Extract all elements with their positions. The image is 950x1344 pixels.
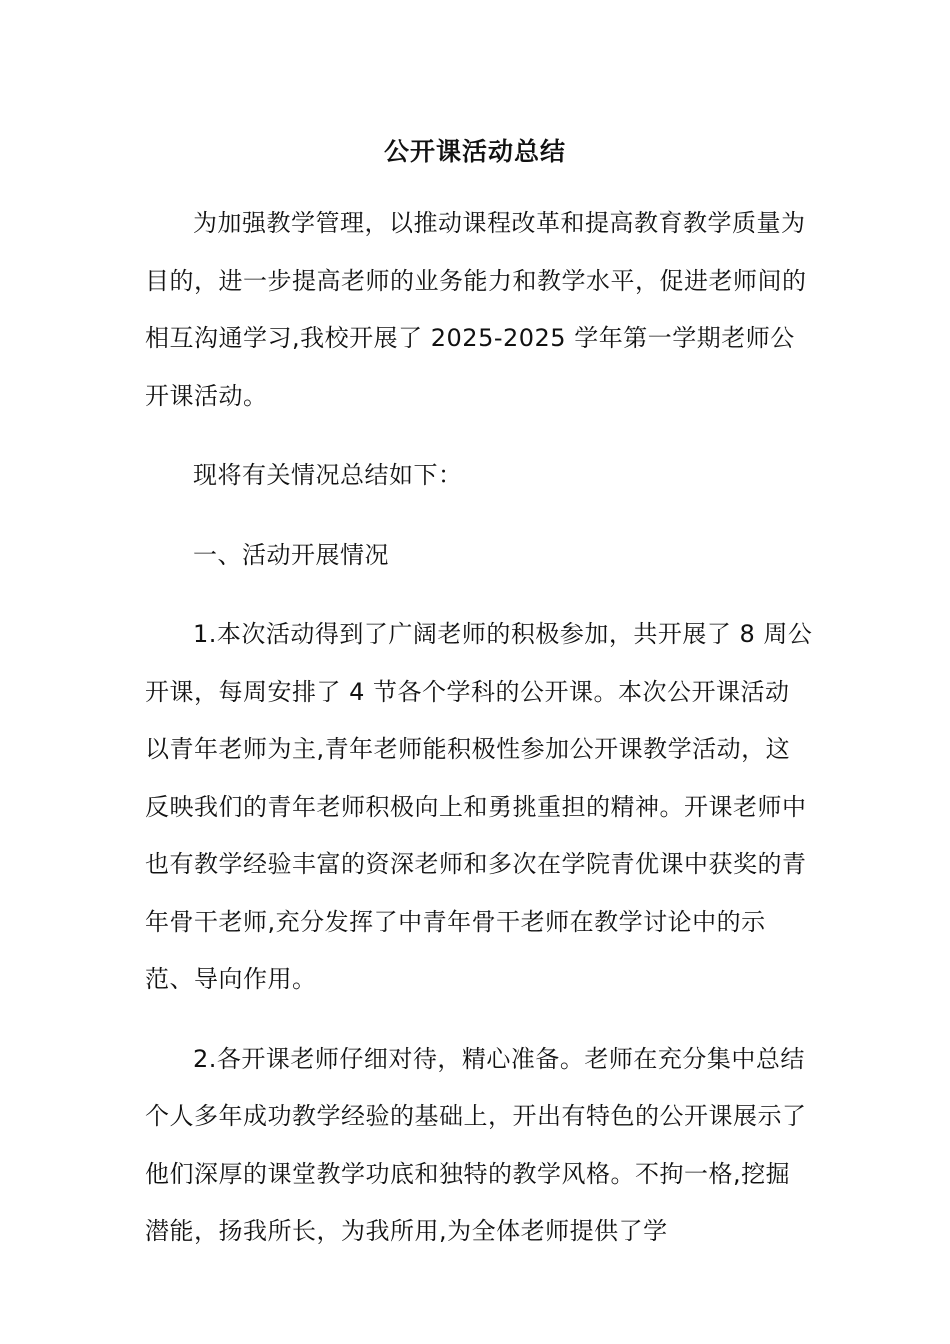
section-heading-activity: 一、活动开展情况	[193, 540, 389, 569]
document-body	[145, 195, 813, 1283]
paragraph-intro: 为加强教学管理，以推动课程改革和提高教育教学质量为目的，进一步提高老师的业务能力和教学水平，促进老师间的相互沟通学习,我校开展了 2025-2025 学年第一学期老师公开课活动。	[145, 209, 807, 410]
document-title: 公开课活动总结	[383, 137, 566, 166]
paragraph-summary-lead: 现将有关情况总结如下：	[193, 461, 463, 489]
paragraph-item-1: 1.本次活动得到了广阔老师的积极参加，共开展了 8 周公开课，每周安排了 4 节各个学科的公开课。本次公开课活动以青年老师为主,青年老师能积极性参加公开课教学活动，这反映我们的青年老师积极向上和勇挑重担的精神。开课老师中也有教学经验丰富的资深老师和多次在学院青优课中获奖的青年骨干老师,充分发挥了中青年骨干老师在教学讨论中的示范、导向作用。	[145, 620, 813, 993]
paragraph-item-2: 2.各开课老师仔细对待，精心准备。老师在充分集中总结个人多年成功教学经验的基础上，开出有特色的公开课展示了他们深厚的课堂教学功底和独特的教学风格。不拘一格,挖掘潜能，扬我所长，为我所用,为全体老师提供了学	[145, 1044, 807, 1245]
